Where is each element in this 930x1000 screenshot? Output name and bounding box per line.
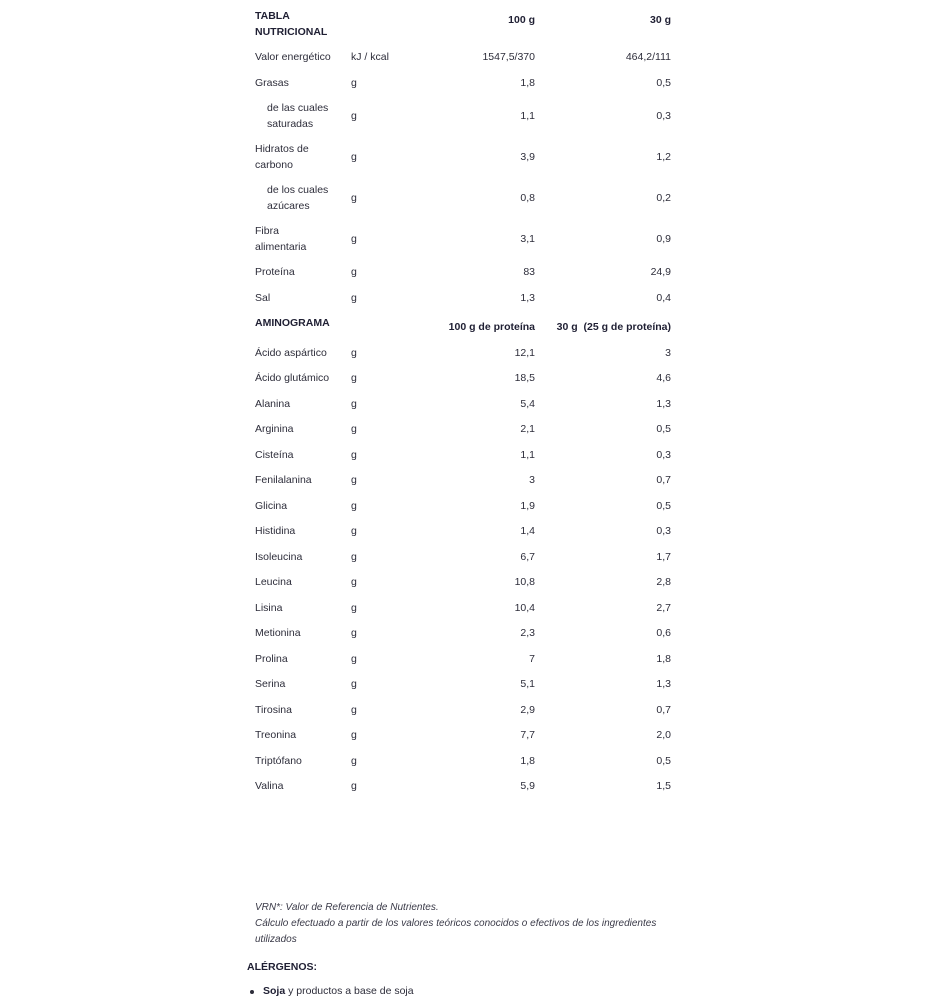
aminogram-row bbox=[249, 366, 677, 392]
value-per-30g: 0,5 bbox=[656, 754, 671, 767]
nutrient-unit: g bbox=[351, 678, 357, 690]
value-per-30g: 2,8 bbox=[656, 576, 671, 588]
aminogram-header-unit bbox=[337, 311, 425, 341]
value-per-100g: 5,1 bbox=[520, 678, 535, 690]
aminogram-row bbox=[249, 519, 677, 545]
value-per-100g: 10,8 bbox=[514, 576, 535, 588]
aminogram-row bbox=[249, 417, 677, 443]
value-per-30g: 0,2 bbox=[656, 191, 671, 204]
aminogram-row bbox=[249, 443, 677, 469]
value-per-100g: 12,1 bbox=[514, 346, 535, 359]
nutrition-table bbox=[249, 4, 677, 800]
nutrient-name: de los cuales azúcares bbox=[267, 184, 329, 212]
nutrient-unit: g bbox=[351, 76, 357, 89]
nutrient-name: Arginina bbox=[255, 423, 294, 435]
nutrient-unit: g bbox=[351, 474, 357, 486]
aminogram-header-30g: 30 g (25 g de proteína) bbox=[556, 321, 671, 333]
nutrient-unit: g bbox=[351, 729, 357, 741]
aminogram-row bbox=[249, 723, 677, 749]
nutrient-unit: g bbox=[351, 652, 357, 665]
nutrition-row bbox=[249, 286, 677, 312]
value-per-100g: 3 bbox=[529, 474, 535, 486]
nutrition-row bbox=[249, 137, 677, 178]
calculation-note: Cálculo efectuado a partir de los valores teóricos conocidos o efectivos de los ingredientes utilizados bbox=[255, 918, 657, 945]
nutrient-unit: g bbox=[351, 703, 357, 716]
nutrient-name: Fenilalanina bbox=[255, 474, 312, 486]
nutrient-name: Alanina bbox=[255, 397, 291, 410]
nutrient-unit: g bbox=[351, 150, 357, 163]
value-per-100g: 7 bbox=[529, 652, 535, 665]
value-per-100g: 3,9 bbox=[520, 150, 535, 163]
nutrient-name: de las cuales saturadas bbox=[267, 102, 329, 130]
value-per-100g: 83 bbox=[523, 266, 535, 278]
table-notes bbox=[255, 900, 675, 948]
value-per-30g: 1,8 bbox=[656, 652, 671, 665]
nutrient-name: Ácido aspártico bbox=[255, 346, 327, 359]
nutrient-name: Histidina bbox=[255, 525, 296, 537]
value-per-100g: 1,3 bbox=[520, 291, 535, 304]
aminogram-row bbox=[249, 468, 677, 494]
value-per-30g: 0,3 bbox=[656, 448, 671, 461]
nutrient-unit: g bbox=[351, 109, 357, 122]
nutrient-name: Triptófano bbox=[255, 754, 302, 767]
nutrient-name: Prolina bbox=[255, 652, 288, 665]
nutrient-unit: g bbox=[351, 291, 357, 304]
value-per-100g: 2,3 bbox=[520, 627, 535, 639]
value-per-30g: 0,5 bbox=[656, 423, 671, 435]
value-per-100g: 5,4 bbox=[520, 397, 535, 410]
aminogram-row bbox=[249, 341, 677, 367]
nutrient-unit: g bbox=[351, 627, 357, 639]
nutrition-row bbox=[249, 45, 677, 71]
value-per-30g: 464,2/111 bbox=[625, 51, 671, 63]
nutrient-name: Valor energético bbox=[255, 51, 331, 63]
nutrition-row bbox=[249, 96, 677, 137]
value-per-30g: 1,2 bbox=[656, 150, 671, 163]
column-header-100g: 100 g bbox=[508, 14, 535, 26]
nutrient-name: Isoleucina bbox=[255, 550, 303, 563]
nutrient-unit: g bbox=[351, 266, 357, 278]
allergen-item bbox=[247, 985, 414, 997]
value-per-100g: 7,7 bbox=[520, 729, 535, 741]
value-per-30g: 0,5 bbox=[656, 499, 671, 512]
nutrient-name: Fibra alimentaria bbox=[255, 225, 307, 253]
nutrient-name: Grasas bbox=[255, 76, 289, 89]
nutrient-name: Treonina bbox=[255, 729, 297, 741]
nutrient-unit: g bbox=[351, 576, 357, 588]
aminogram-row bbox=[249, 494, 677, 520]
value-per-100g: 10,4 bbox=[514, 601, 535, 614]
nutrient-unit: g bbox=[351, 448, 357, 461]
nutrient-name: Hidratos de carbono bbox=[255, 143, 309, 171]
nutrient-name: Cisteína bbox=[255, 448, 294, 461]
value-per-30g: 1,3 bbox=[656, 397, 671, 410]
nutrient-unit: g bbox=[351, 754, 357, 767]
value-per-100g: 1,8 bbox=[520, 76, 535, 89]
value-per-30g: 0,3 bbox=[656, 109, 671, 122]
value-per-100g: 1,1 bbox=[520, 109, 535, 122]
nutrient-unit: g bbox=[351, 397, 357, 410]
nutrient-unit: g bbox=[351, 346, 357, 359]
nutrient-name: Serina bbox=[255, 678, 286, 690]
nutrient-unit: kJ / kcal bbox=[351, 51, 389, 63]
value-per-30g: 1,7 bbox=[656, 550, 671, 563]
value-per-30g: 24,9 bbox=[650, 266, 671, 278]
allergen-list bbox=[247, 985, 414, 997]
aminogram-row bbox=[249, 596, 677, 622]
nutrient-unit: g bbox=[351, 550, 357, 563]
value-per-30g: 0,9 bbox=[656, 232, 671, 245]
value-per-100g: 2,1 bbox=[520, 423, 535, 435]
nutrition-row bbox=[249, 260, 677, 286]
nutrient-unit: g bbox=[351, 191, 357, 204]
aminogram-row bbox=[249, 545, 677, 571]
nutrition-row bbox=[249, 71, 677, 97]
aminogram-row bbox=[249, 672, 677, 698]
allergen-detail: y productos a base de soja bbox=[285, 985, 414, 997]
column-header-30g: 30 g bbox=[649, 14, 671, 26]
nutrient-unit: g bbox=[351, 525, 357, 537]
value-per-100g: 6,7 bbox=[520, 550, 535, 563]
value-per-100g: 18,5 bbox=[514, 372, 535, 384]
nutrient-unit: g bbox=[351, 601, 357, 614]
value-per-100g: 3,1 bbox=[520, 232, 535, 245]
value-per-100g: 1,4 bbox=[520, 525, 535, 537]
value-per-30g: 3 bbox=[665, 346, 671, 359]
nutrient-unit: g bbox=[351, 499, 357, 512]
value-per-30g: 0,6 bbox=[656, 627, 671, 639]
value-per-100g: 1,1 bbox=[520, 448, 535, 461]
nutrition-table-body bbox=[249, 4, 677, 800]
nutrition-table-title: TABLA NUTRICIONAL bbox=[255, 10, 328, 38]
aminogram-header-row bbox=[249, 311, 677, 341]
aminogram-header-100g: 100 g de proteína bbox=[448, 321, 535, 333]
aminogram-row bbox=[249, 621, 677, 647]
value-per-100g: 5,9 bbox=[520, 780, 535, 792]
value-per-30g: 0,7 bbox=[656, 474, 671, 486]
nutrient-name: Sal bbox=[255, 291, 271, 304]
aminogram-row bbox=[249, 647, 677, 673]
nutrition-header-row bbox=[249, 4, 677, 45]
nutrient-name: Valina bbox=[255, 780, 284, 792]
value-per-30g: 4,6 bbox=[656, 372, 671, 384]
nutrient-name: Metionina bbox=[255, 627, 301, 639]
aminogram-row bbox=[249, 749, 677, 775]
allergens-title: ALÉRGENOS: bbox=[247, 961, 318, 973]
nutrient-unit: g bbox=[351, 780, 357, 792]
value-per-30g: 2,7 bbox=[656, 601, 671, 614]
nutrient-name: Leucina bbox=[255, 576, 292, 588]
nutrient-name: Tirosina bbox=[255, 703, 292, 716]
value-per-30g: 1,3 bbox=[656, 678, 671, 690]
value-per-30g: 0,5 bbox=[656, 76, 671, 89]
nutrient-name: Lisina bbox=[255, 601, 283, 614]
nutrient-unit: g bbox=[351, 372, 357, 384]
value-per-100g: 1,8 bbox=[520, 754, 535, 767]
nutrition-row bbox=[249, 219, 677, 260]
nutrient-name: Proteína bbox=[255, 266, 295, 278]
aminogram-row bbox=[249, 392, 677, 418]
vrn-note: VRN*: Valor de Referencia de Nutrientes. bbox=[255, 902, 439, 913]
nutrient-unit: g bbox=[351, 232, 357, 245]
nutrient-name: Glicina bbox=[255, 499, 288, 512]
nutrient-unit: g bbox=[351, 423, 357, 435]
aminogram-row bbox=[249, 774, 677, 800]
value-per-30g: 1,5 bbox=[656, 780, 671, 792]
nutrition-header-unit bbox=[337, 4, 425, 45]
aminogram-title: AMINOGRAMA bbox=[255, 317, 330, 329]
allergen-name: Soja bbox=[263, 985, 286, 997]
value-per-100g: 1547,5/370 bbox=[482, 51, 535, 63]
nutrition-row bbox=[249, 178, 677, 219]
value-per-30g: 0,7 bbox=[656, 703, 671, 716]
value-per-30g: 0,4 bbox=[656, 291, 671, 304]
value-per-100g: 2,9 bbox=[520, 703, 535, 716]
value-per-100g: 0,8 bbox=[520, 191, 535, 204]
aminogram-row bbox=[249, 698, 677, 724]
nutrient-name: Ácido glutámico bbox=[255, 372, 330, 384]
value-per-30g: 2,0 bbox=[656, 729, 671, 741]
value-per-30g: 0,3 bbox=[656, 525, 671, 537]
value-per-100g: 1,9 bbox=[520, 499, 535, 512]
aminogram-row bbox=[249, 570, 677, 596]
